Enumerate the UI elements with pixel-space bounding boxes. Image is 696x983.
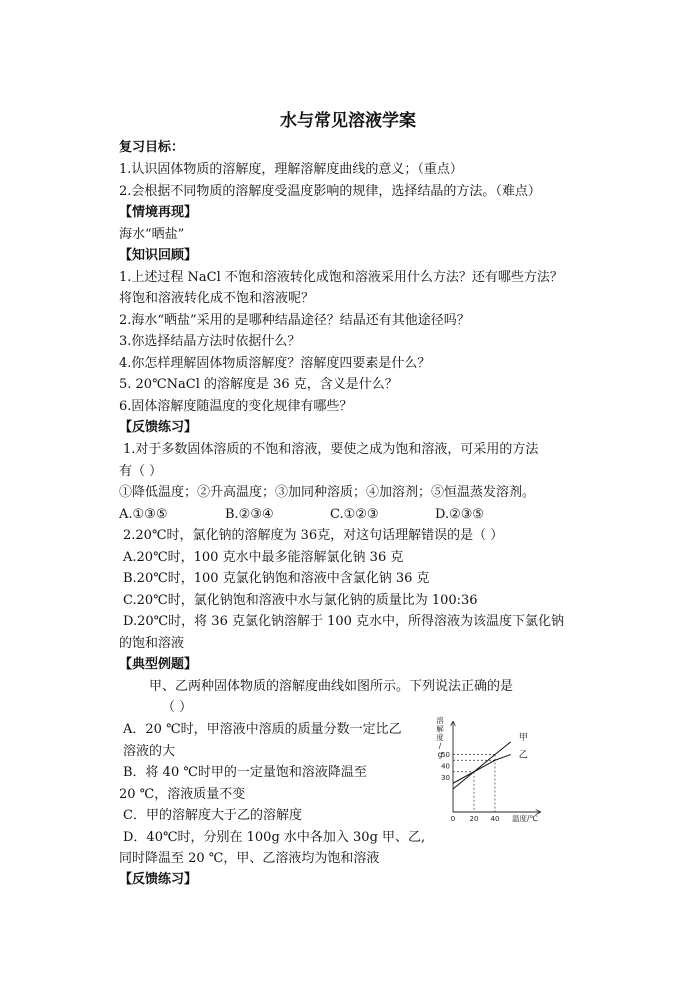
example-option-b-line2: 20 ℃，溶液质量不变 <box>119 787 246 802</box>
example-heading: 【典型例题】 <box>119 657 198 672</box>
feedback-p2-stem: 2.20℃时，氯化钠的溶解度为 36克，对这句话理解错误的是（ ） <box>123 528 504 543</box>
scene-text: 海水“晒盐” <box>119 227 185 242</box>
review-goal-1: 1.认识固体物质的溶解度，理解溶解度曲线的意义；（重点） <box>119 162 463 177</box>
feedback-p2-option-c: C.20℃时，氯化钠饱和溶液中水与氯化钠的质量比为 100:36 <box>123 593 478 608</box>
knowledge-q5: 5. 20℃NaCl 的溶解度是 36 克，含义是什么？ <box>119 377 398 392</box>
knowledge-q3: 3.你选择结晶方法时依据什么？ <box>119 334 301 349</box>
feedback-p1-option-d: D.②③⑤ <box>435 507 485 522</box>
example-option-b-line1: B．将 40 ℃时甲的一定量饱和溶液降温至 <box>123 765 367 780</box>
scene-heading: 【情境再现】 <box>119 205 198 220</box>
example-option-d-line2: 同时降温至 20 ℃，甲、乙溶液均为饱和溶液 <box>119 851 380 866</box>
review-goals-heading: 复习目标： <box>119 140 185 155</box>
feedback-p2-option-d-line1: D.20℃时，将 36 克氯化钠溶解于 100 克水中，所得溶液为该温度下氯化钠 <box>123 614 565 629</box>
feedback-heading-2: 【反馈练习】 <box>119 872 198 887</box>
feedback-p1-option-b: B.②③④ <box>225 507 274 522</box>
x-axis-label: 温度/℃ <box>512 814 538 823</box>
feedback-p2-option-d-line2: 的饱和溶液 <box>119 636 185 651</box>
series-label: 乙 <box>518 750 528 761</box>
y-tick-label: 30 <box>441 774 450 782</box>
solubility-chart <box>428 714 558 826</box>
series-line-yi <box>453 755 511 784</box>
y-tick-label: 40 <box>441 762 450 771</box>
feedback-p2-option-a: A.20℃时，100 克水中最多能溶解氯化钠 36 克 <box>123 550 404 565</box>
y-axis-label-char: 溶 <box>436 716 444 725</box>
series-line-jia <box>453 742 511 789</box>
feedback-heading-1: 【反馈练习】 <box>119 420 198 435</box>
x-tick-label: 0 <box>450 815 456 823</box>
knowledge-q1-line2: 将饱和溶液转化成不饱和溶液呢？ <box>119 291 315 306</box>
example-stem: 甲、乙两种固体物质的溶解度曲线如图所示。下列说法正确的是 <box>149 679 514 694</box>
knowledge-q2: 2.海水“晒盐”采用的是哪种结晶途径？结晶还有其他途径吗？ <box>119 313 470 328</box>
x-tick-label: 40 <box>490 815 500 823</box>
example-answer-paren: （ ） <box>162 700 193 715</box>
knowledge-q1-line1: 1.上述过程 NaCl 不饱和溶液转化成饱和溶液采用什么方法？还有哪些方法？ <box>119 270 563 285</box>
y-axis-label-char: 度 <box>436 733 444 742</box>
feedback-p1-option-c: C.①②③ <box>330 507 379 522</box>
series-label: 甲 <box>518 732 528 743</box>
example-option-a-line2: 溶液的大 <box>123 744 176 759</box>
y-tick-label: 50 <box>441 751 450 759</box>
knowledge-q4: 4.你怎样理解固体物质溶解度？溶解度四要素是什么？ <box>119 356 431 371</box>
y-axis-label-char: 解 <box>436 724 444 734</box>
feedback-p1-line3: ①降低温度；②升高温度；③加同种溶质；④加溶剂；⑤恒温蒸发溶剂。 <box>119 485 536 500</box>
y-axis-label-char: g <box>437 750 443 759</box>
knowledge-q6: 6.固体溶解度随温度的变化规律有哪些？ <box>119 399 353 414</box>
page-title: 水与常见溶液学案 <box>280 111 416 131</box>
example-option-c: C．甲的溶解度大于乙的溶解度 <box>123 808 302 823</box>
y-axis-label-char: / <box>438 741 442 751</box>
feedback-p2-option-b: B.20℃时，100 克氯化钠饱和溶液中含氯化钠 36 克 <box>123 571 430 586</box>
feedback-p1-option-a: A.①③⑤ <box>119 507 168 522</box>
review-goal-2: 2.会根据不同物质的溶解度受温度影响的规律，选择结晶的方法。（难点） <box>119 184 541 199</box>
feedback-p1-line1: 1.对于多数固体溶质的不饱和溶液，要使之成为饱和溶液，可采用的方法 <box>123 442 539 457</box>
x-tick-label: 20 <box>469 815 479 823</box>
example-option-d-line1: D．40℃时，分别在 100g 水中各加入 30g 甲、乙, <box>123 830 426 845</box>
example-option-a-line1: A．20 ℃时，甲溶液中溶质的质量分数一定比乙 <box>123 722 402 737</box>
knowledge-heading: 【知识回顾】 <box>119 248 198 263</box>
feedback-p1-line2: 有（ ） <box>119 464 163 479</box>
